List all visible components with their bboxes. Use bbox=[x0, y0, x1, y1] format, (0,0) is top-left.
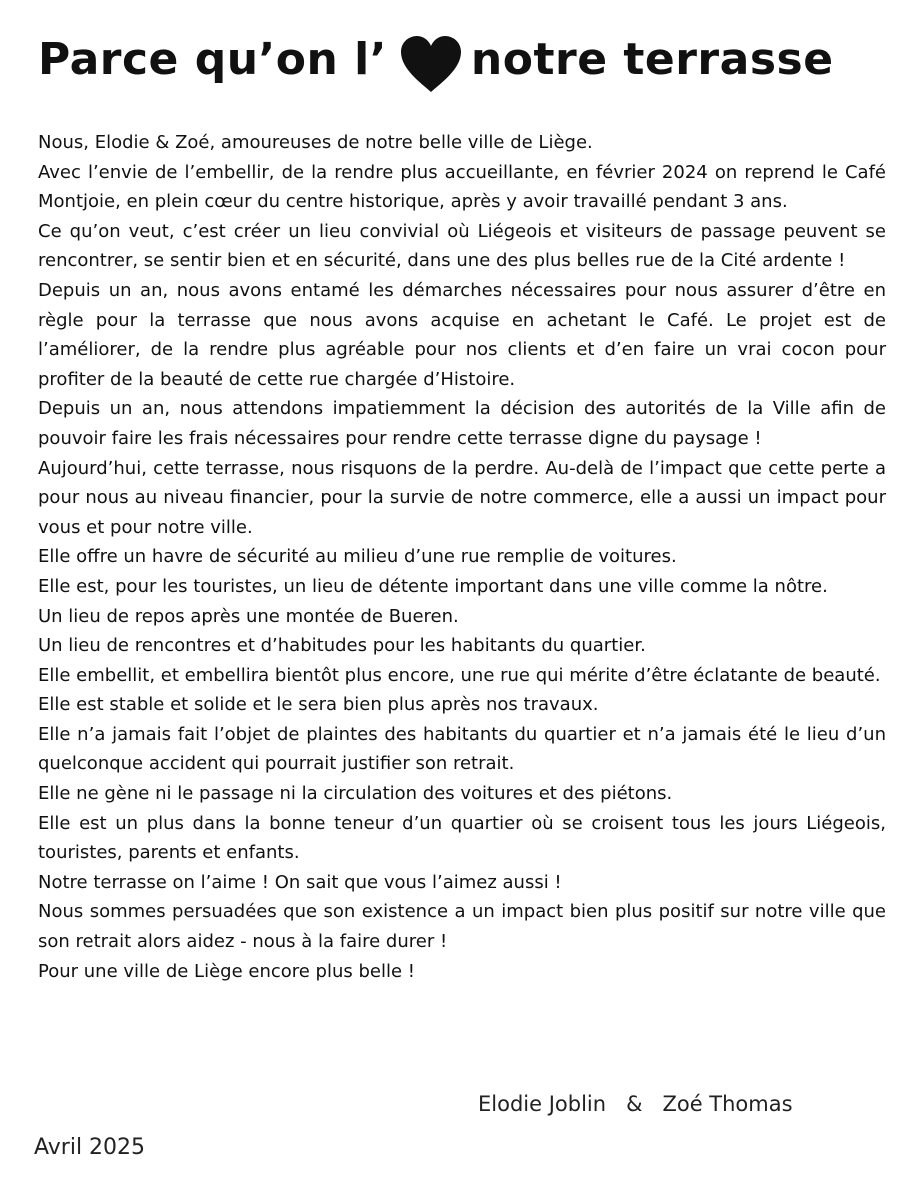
title-text-after-heart: notre terrasse bbox=[470, 34, 834, 85]
paragraph: Elle ne gène ni le passage ni la circulation des voitures et des piétons. bbox=[38, 783, 673, 805]
paragraph: Depuis un an, nous attendons impatiemment la décision des autorités de la Ville afin de pouvoir faire les frais nécessaires pour rendre cette terrasse digne du paysage ! bbox=[38, 398, 886, 449]
paragraph: Nous sommes persuadées que son existence a un impact bien plus positif sur notre ville que son retrait alors aidez - nous à la faire durer ! bbox=[38, 901, 886, 953]
paragraph: Pour une ville de Liège encore plus belle ! bbox=[38, 960, 416, 982]
signature-name-elodie: Elodie Joblin bbox=[478, 1092, 607, 1116]
signature-ampersand: & bbox=[626, 1092, 643, 1116]
paragraph: Notre terrasse on l’aime ! On sait que vous l’aimez aussi ! bbox=[38, 871, 562, 893]
signature bbox=[478, 1086, 878, 1122]
paragraph: Elle est, pour les touristes, un lieu de détente important dans une ville comme la nôtre. bbox=[38, 575, 828, 597]
letter-date: Avril 2025 bbox=[34, 1135, 146, 1160]
page-title bbox=[38, 24, 898, 96]
paragraph: Un lieu de rencontres et d’habitudes pour les habitants du quartier. bbox=[38, 635, 646, 657]
paragraph: Elle est stable et solide et le sera bien plus après nos travaux. bbox=[38, 694, 599, 716]
paragraph: Avec l’envie de l’embellir, de la rendre plus accueillante, en février 2024 on reprend le Café Montjoie, en plein cœur du centre historique, après y avoir travaillé pendant 3 ans. bbox=[38, 161, 886, 213]
paragraph: Elle embellit, et embellira bientôt plus encore, une rue qui mérite d’être éclatante de beauté. bbox=[38, 664, 881, 686]
paragraph: Elle offre un havre de sécurité au milieu d’une rue remplie de voitures. bbox=[38, 546, 677, 568]
paragraph: Elle est un plus dans la bonne teneur d’un quartier où se croisent tous les jours Liégeois, touristes, parents et enfants. bbox=[38, 812, 886, 864]
letter-body bbox=[38, 128, 886, 986]
heart-icon bbox=[399, 34, 463, 94]
paragraph: Ce qu’on veut, c’est créer un lieu convivial où Liégeois et visiteurs de passage peuvent se rencontrer, se sentir bien et en sécurité, dans une des plus belles rue de la Cité ardente ! bbox=[38, 220, 886, 272]
paragraph: Un lieu de repos après une montée de Bueren. bbox=[38, 605, 459, 627]
paragraph: Elle n’a jamais fait l’objet de plaintes des habitants du quartier et n’a jamais été le lieu d’un quelconque accident qui pourrait justifier son retrait. bbox=[38, 723, 886, 775]
paragraph: Depuis un an, nous avons entamé les démarches nécessaires pour nous assurer d’être en règle pour la terrasse que nous avons acquise en achetant le Café. Le projet est de l’améliorer, de la rendre plus agréable pour nos clients et d’en faire un vrai cocon pour profiter de la beauté de cette rue chargée d’Histoire. bbox=[38, 279, 886, 390]
signature-name-zoe: Zoé Thomas bbox=[662, 1092, 793, 1116]
title-text-before-heart: Parce qu’on l’ bbox=[38, 34, 387, 85]
paragraph: Nous, Elodie & Zoé, amoureuses de notre belle ville de Liège. bbox=[38, 132, 593, 153]
paragraph: Aujourd’hui, cette terrasse, nous risquons de la perdre. Au-delà de l’impact que cette perte a pour nous au niveau financier, pour la survie de notre commerce, elle a aussi un impact pour vous et pour notre ville. bbox=[38, 457, 886, 538]
